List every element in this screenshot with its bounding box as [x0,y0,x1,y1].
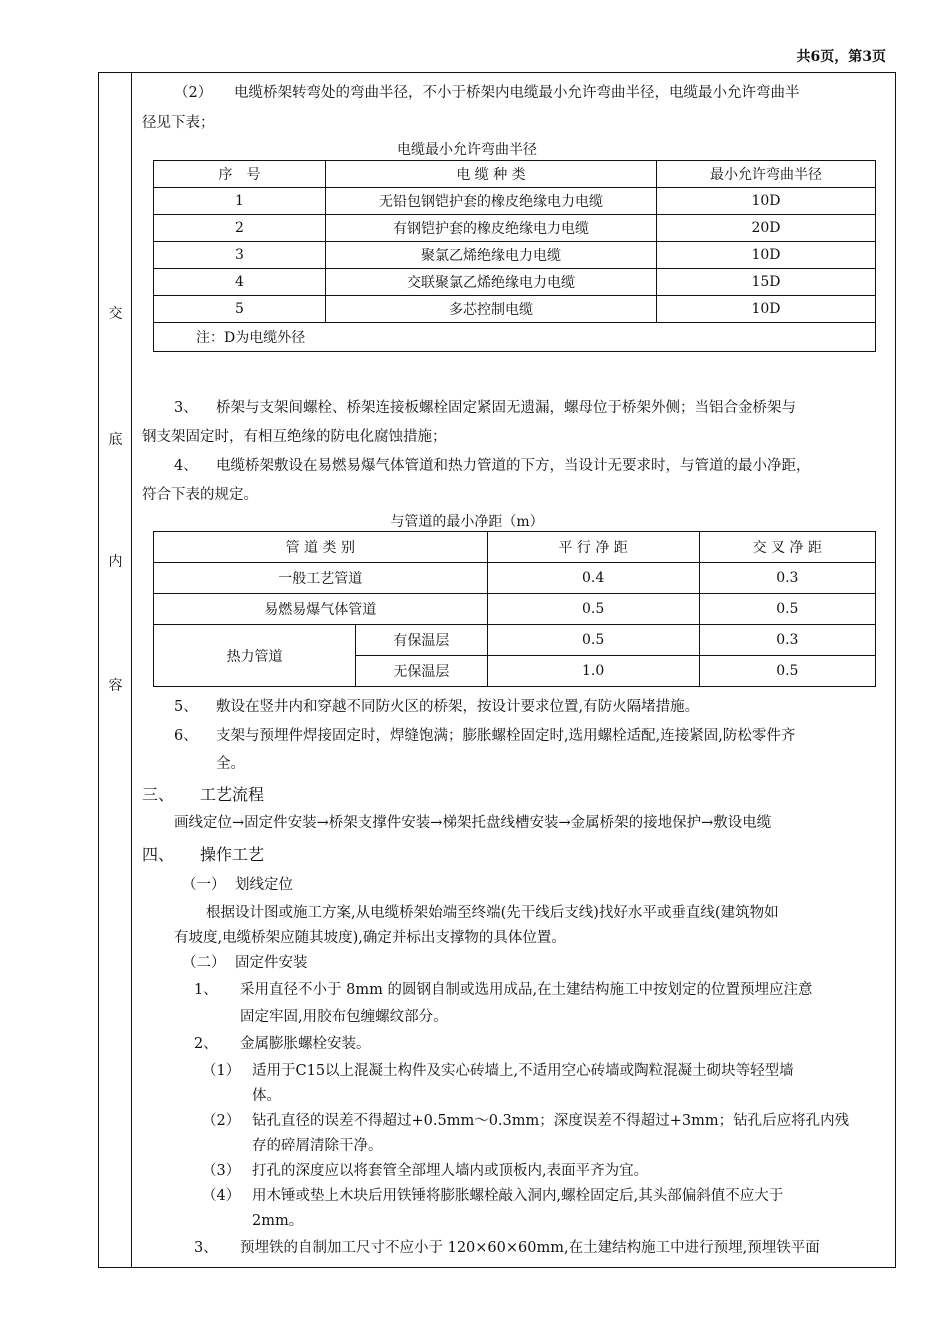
table-header-row [154,161,876,188]
subitem3-text: 打孔的深度应以将套管全部埋人墙内或顶板内,表面平齐为宜。 [252,1163,649,1179]
table-cell: 聚氯乙烯绝缘电力电缆 [326,242,657,269]
item2-number: 2、 [194,1036,218,1052]
page-number: 共6页，第3页 [796,49,886,65]
item2-text: 金属膨胀螺栓安装。 [240,1036,371,1052]
table-cell: 1 [154,188,326,215]
subitem4-text: 2mm。 [252,1213,304,1229]
table-row [154,269,876,296]
para2-text: 电缆桥架转弯处的弯曲半径，不小于桥架内电缆最小允许弯曲半径，电缆最小允许弯曲半 [234,85,800,101]
side-label-char: 交 [108,306,123,322]
table-cell: 5 [154,296,326,323]
table-header-cell: 交 叉 净 距 [699,532,875,563]
table-cell: 20D [657,215,876,242]
table-cell: 易燃易爆气体管道 [154,594,488,625]
table-cell: 0.3 [699,625,875,656]
table-row [154,594,876,625]
section4-number: 四、 [142,845,175,864]
table-cell: 0.3 [699,563,875,594]
section3-number: 三、 [142,785,175,804]
side-label-char: 容 [108,678,123,694]
table-cell: 2 [154,215,326,242]
table-header-cell: 最小允许弯曲半径 [657,161,876,188]
section3-title: 工艺流程 [200,785,265,804]
item1-text: 固定牢固,用胶布包缠螺纹部分。 [240,1009,448,1025]
item1-number: 1、 [194,982,218,998]
table1-title: 电缆最小允许弯曲半径 [397,142,537,158]
table-header-cell: 平 行 净 距 [487,532,699,563]
subsection1-number: （一） [182,877,226,893]
bend-radius-table [153,160,876,352]
table-header-cell: 管 道 类 别 [154,532,488,563]
table-cell: 1.0 [487,656,699,687]
content-area [132,73,895,1267]
table-row [154,563,876,594]
subsection2-number: （二） [182,955,226,971]
table-row [154,296,876,323]
para3-text: 钢支架固定时，有相互绝缘的防电化腐蚀措施； [142,429,447,445]
pipe-distance-table [153,531,876,687]
table-cell: 无保温层 [356,656,487,687]
table-cell: 3 [154,242,326,269]
table-cell: 有保温层 [356,625,487,656]
section4-title: 操作工艺 [200,845,265,864]
subitem3-number: （3） [202,1163,241,1179]
table-cell: 0.5 [487,625,699,656]
subitem4-text: 用木锤或垫上木块后用铁锤将膨胀螺栓敲入洞内,螺栓固定后,其头部偏斜值不应大于 [252,1188,784,1204]
table-cell: 无铅包钢铠护套的橡皮绝缘电力电缆 [326,188,657,215]
subsection1-text: 根据设计图或施工方案,从电缆桥架始端至终端(先干线后支线)找好水平或垂直线(建筑物如 [206,905,779,921]
subsection1-title: 划线定位 [235,877,293,893]
table-row [154,625,876,656]
para2-text: 径见下表； [142,115,215,131]
item1-text: 采用直径不小于 8mm 的圆钢自制或选用成品,在土建结构施工中按划定的位置预埋应注意 [240,982,813,998]
item3-text: 预埋铁的自制加工尺寸不应小于 120×60×60mm,在土建结构施工中进行预埋,预埋铁平面 [240,1240,820,1256]
subsection1-text: 有坡度,电缆桥架应随其坡度),确定并标出支撑物的具体位置。 [174,930,566,946]
table-cell: 多芯控制电缆 [326,296,657,323]
table-cell: 4 [154,269,326,296]
table-cell: 交联聚氯乙烯绝缘电力电缆 [326,269,657,296]
table-header-row [154,532,876,563]
process-flow: 画线定位→固定件安装→桥架支撑件安装→梯架托盘线槽安装→金属桥架的接地保护→敷设电缆 [174,815,772,831]
side-label-char: 底 [108,432,123,448]
para6-text: 全。 [216,756,245,772]
subitem1-number: （1） [202,1063,241,1079]
table-cell: 一般工艺管道 [154,563,488,594]
table-cell: 0.5 [487,594,699,625]
side-label-char: 内 [108,554,123,570]
para3-text: 桥架与支架间螺栓、桥架连接板螺栓固定紧固无遗漏，螺母位于桥架外侧；当铝合金桥架与 [216,400,796,416]
disclosure-frame [98,72,896,1268]
table-cell: 10D [657,188,876,215]
subsection2-title: 固定件安装 [235,955,308,971]
table-row [154,242,876,269]
para4-number: 4、 [174,458,198,474]
table-cell: 热力管道 [154,625,356,687]
table-cell: 0.5 [699,594,875,625]
para5-number: 5、 [174,699,198,715]
table-note-row [154,323,876,352]
para6-text: 支架与预埋件焊接固定时，焊缝饱满；膨胀螺栓固定时,选用螺栓适配,连接紧固,防松零件齐 [216,728,796,744]
subitem1-text: 体。 [252,1088,281,1104]
table-cell: 15D [657,269,876,296]
table-cell: 0.5 [699,656,875,687]
para4-text: 符合下表的规定。 [142,487,258,503]
table2-title: 与管道的最小净距（m） [390,514,544,530]
table-cell: 有钢铠护套的橡皮绝缘电力电缆 [326,215,657,242]
para2-number: （2） [174,85,213,101]
para3-number: 3、 [174,400,198,416]
table-note: 注：D为电缆外径 [154,323,876,352]
table-header-cell: 电 缆 种 类 [326,161,657,188]
subitem2-text: 存的碎屑清除干净。 [252,1138,383,1154]
para5-text: 敷设在竖井内和穿越不同防火区的桥架，按设计要求位置,有防火隔堵措施。 [216,699,700,715]
table-cell: 10D [657,296,876,323]
table-row [154,215,876,242]
side-label-column [99,73,132,1267]
table-cell: 10D [657,242,876,269]
subitem2-text: 钻孔直径的误差不得超过+0.5mm～0.3mm；深度误差不得超过+3mm；钻孔后应将孔内残 [252,1113,850,1129]
para4-text: 电缆桥架敷设在易燃易爆气体管道和热力管道的下方，当设计无要求时，与管道的最小净距， [216,458,811,474]
table-row [154,188,876,215]
subitem2-number: （2） [202,1113,241,1129]
table-cell: 0.4 [487,563,699,594]
subitem1-text: 适用于C15以上混凝土构件及实心砖墙上,不适用空心砖墙或陶粒混凝土砌块等轻型墙 [252,1063,794,1079]
table-header-cell: 序 号 [154,161,326,188]
subitem4-number: （4） [202,1188,241,1204]
para6-number: 6、 [174,728,198,744]
item3-number: 3、 [194,1240,218,1256]
